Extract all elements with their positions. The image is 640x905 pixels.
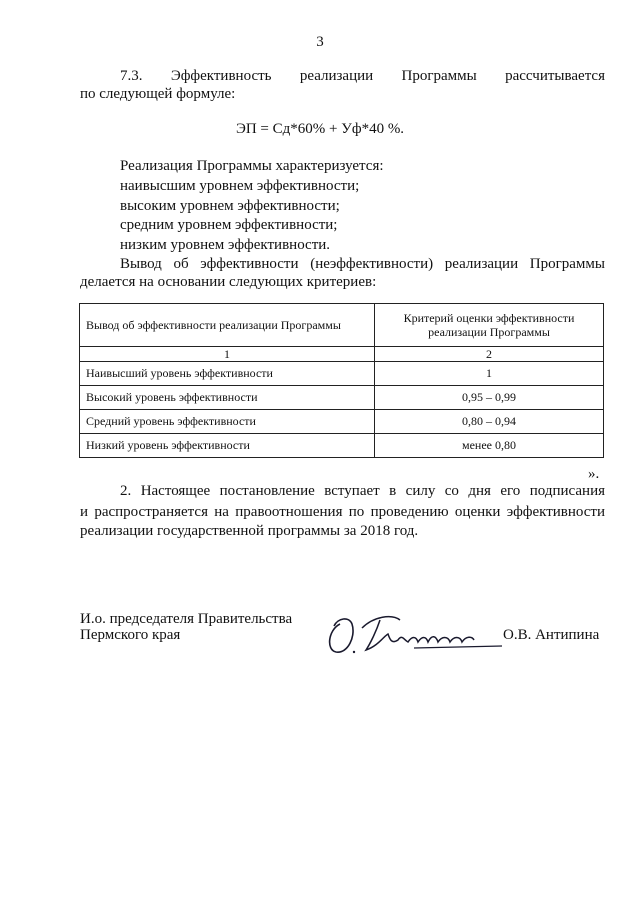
table-row — [80, 362, 604, 386]
criterion-cell: 0,95 – 0,99 — [375, 386, 604, 410]
criterion-cell: менее 0,80 — [375, 434, 604, 458]
conclusion-line-2: делается на основании следующих критериев: — [80, 274, 377, 290]
level-cell: Низкий уровень эффективности — [80, 434, 375, 458]
header-conclusion: Вывод об эффективности реализации Программы — [80, 304, 375, 347]
level-item-3: средним уровнем эффективности; — [120, 217, 338, 233]
column-number-1: 1 — [80, 347, 375, 362]
level-item-1: наивысшим уровнем эффективности; — [120, 178, 360, 194]
handwritten-signature — [322, 606, 512, 660]
criterion-cell: 0,80 – 0,94 — [375, 410, 604, 434]
level-item-4: низким уровнем эффективности. — [120, 237, 331, 253]
table-header-row — [80, 304, 604, 347]
table-row — [80, 434, 604, 458]
level-cell: Высокий уровень эффективности — [80, 386, 375, 410]
level-item-2: высоким уровнем эффективности; — [120, 198, 340, 214]
page-number: 3 — [316, 34, 324, 50]
quote-close: ». — [588, 466, 600, 482]
level-cell: Наивысший уровень эффективности — [80, 362, 375, 386]
conclusion-line-1: Вывод об эффективности (неэффективности) реализации Программы — [120, 256, 605, 272]
signer-position-line-2: Пермского края — [80, 627, 181, 643]
signer-position-line-1: И.о. председателя Правительства — [80, 611, 293, 627]
table-row — [80, 386, 604, 410]
column-number-2: 2 — [375, 347, 604, 362]
table-row — [80, 410, 604, 434]
characterized-line: Реализация Программы характеризуется: — [120, 158, 384, 174]
header-criterion: Критерий оценки эффективности реализации Программы — [375, 304, 604, 347]
level-cell: Средний уровень эффективности — [80, 410, 375, 434]
point2-line-2: и распространяется на правоотношения по проведению оценки эффективности — [80, 504, 605, 520]
signer-position — [80, 611, 292, 643]
criterion-cell: 1 — [375, 362, 604, 386]
formula: ЭП = Сд*60% + Уф*40 %. — [235, 121, 405, 137]
criteria-table — [79, 303, 604, 458]
point2-line-3: реализации государственной программы за 2018 год. — [80, 523, 419, 539]
column-numbers-row — [80, 347, 604, 362]
intro-line-2: по следующей формуле: — [80, 86, 236, 102]
intro-line-1: 7.3. Эффективность реализации Программы рассчитывается — [120, 68, 605, 84]
point2-line-1: 2. Настоящее постановление вступает в силу со дня его подписания — [120, 483, 605, 499]
signer-name: О.В. Антипина — [503, 627, 600, 643]
